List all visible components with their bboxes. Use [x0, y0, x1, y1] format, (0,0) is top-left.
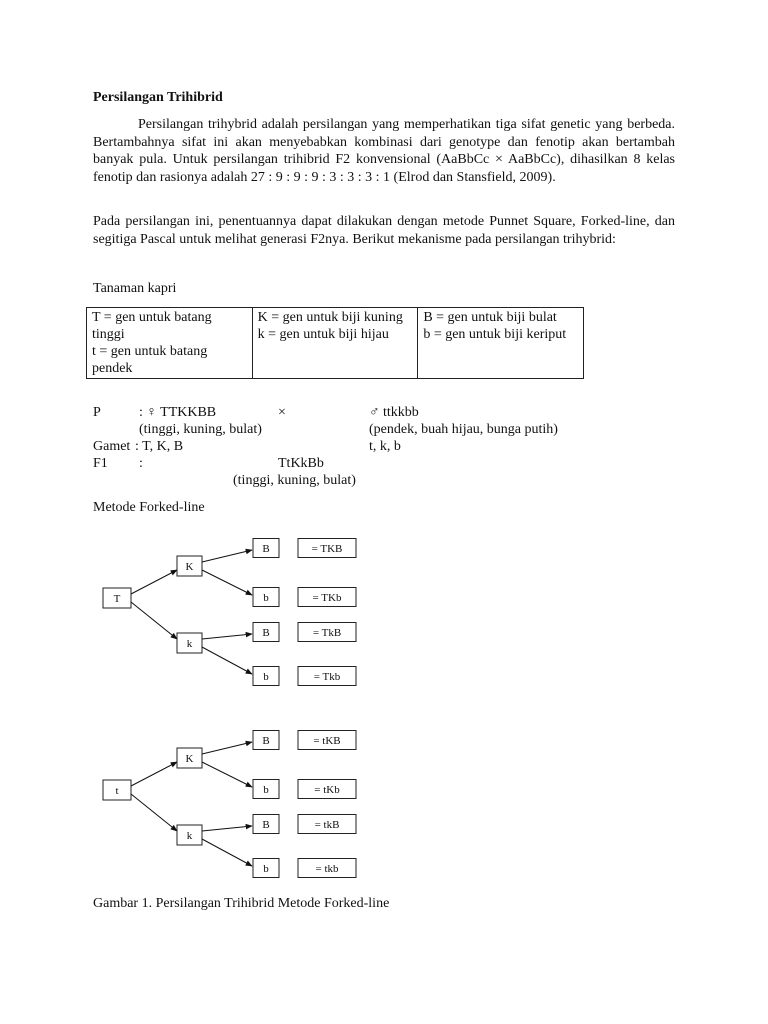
branch-arrow [202, 647, 252, 674]
root-node-label: t [115, 785, 119, 797]
allele-node-label: b [263, 671, 269, 683]
branch-node-label: k [186, 830, 193, 842]
branch-arrow [131, 602, 177, 639]
gene-dominant: T = gen untuk batang tinggi [92, 310, 212, 342]
branch-arrow [202, 826, 252, 831]
gamete-result-label: = tKB [313, 735, 341, 747]
branch-node-label: K [185, 753, 194, 765]
gamet-right: t, k, b [369, 439, 401, 454]
branch-arrow [202, 742, 252, 754]
branch-arrow [202, 634, 252, 639]
gamete-result-label: = tkB [314, 819, 340, 831]
branch-node-label: K [185, 561, 194, 573]
gene-recessive: t = gen untuk batang pendek [92, 344, 208, 376]
allele-node-label: B [262, 627, 270, 639]
root-node-label: T [113, 593, 121, 605]
allele-node-label: B [262, 543, 270, 555]
gamete-result-label: = Tkb [313, 671, 341, 683]
section-title: Persilangan Trihibrid [93, 90, 223, 105]
table-title: Tanaman kapri [93, 281, 177, 296]
branch-arrow [202, 550, 252, 562]
f1-phenotype: (tinggi, kuning, bulat) [233, 473, 356, 488]
method-label: Metode Forked-line [93, 500, 205, 515]
gamete-result-label: = tkb [315, 863, 339, 875]
gamete-result-label: = tKb [314, 784, 340, 796]
cross-symbol: × [278, 405, 286, 420]
gene-dominant: K = gen untuk biji kuning [257, 310, 403, 325]
gamete-result-label: = TkB [312, 627, 342, 639]
allele-node-label: B [262, 735, 270, 747]
p-male: ♂ ttkkbb [369, 405, 419, 420]
branch-arrow [202, 762, 252, 787]
f1-genotype: TtKkBb [278, 456, 324, 471]
branch-node-label: k [186, 638, 193, 650]
figure-caption: Gambar 1. Persilangan Trihibrid Metode Forked-line [93, 896, 390, 911]
gamete-result-label: = TKB [311, 543, 343, 555]
gamet-left: : T, K, B [135, 439, 184, 454]
male-phenotype: (pendek, buah hijau, bunga putih) [369, 422, 558, 437]
f1-colon: : [139, 456, 143, 471]
paragraph-intro: Persilangan trihybrid adalah persilangan yang memperhatikan tiga sifat genetic yang berbeda. Bertambahnya sifat ini akan menyebabkan kombinasi dari genotype dan fenotip akan bertambah banyak pula. Untuk persilangan trihibrid F2 konvensional (AaBbCc × AaBbCc), dihasilkan 8 kelas fenotip dan rasionya adalah 27 : 9 : 9 : 9 : 3 : 3 : 3 : 1 (Elrod dan Stansfield, 2009). [93, 117, 675, 185]
gamet-label: Gamet [93, 439, 131, 454]
gene-recessive: b = gen untuk biji keriput [423, 327, 567, 342]
p-female: : ♀ TTKKBB [139, 405, 217, 420]
allele-node-label: b [263, 592, 269, 604]
allele-node-label: b [263, 784, 269, 796]
branch-arrow [131, 794, 177, 831]
gamete-result-label: = TKb [312, 592, 342, 604]
branch-arrow [202, 839, 252, 866]
gene-dominant: B = gen untuk biji bulat [423, 310, 557, 325]
p-label: P [93, 405, 101, 420]
allele-node-label: B [262, 819, 270, 831]
branch-arrow [131, 762, 177, 786]
branch-arrow [202, 570, 252, 595]
branch-arrow [131, 570, 177, 594]
f1-label: F1 [93, 456, 108, 471]
gene-recessive: k = gen untuk biji hijau [257, 327, 389, 342]
female-phenotype: (tinggi, kuning, bulat) [139, 422, 262, 437]
paragraph-methods: Pada persilangan ini, penentuannya dapat dilakukan dengan metode Punnet Square, Forked-line, dan segitiga Pascal untuk melihat generasi F2nya. Berikut mekanisme pada persilangan trihybrid: [93, 214, 675, 247]
allele-node-label: b [263, 863, 269, 875]
